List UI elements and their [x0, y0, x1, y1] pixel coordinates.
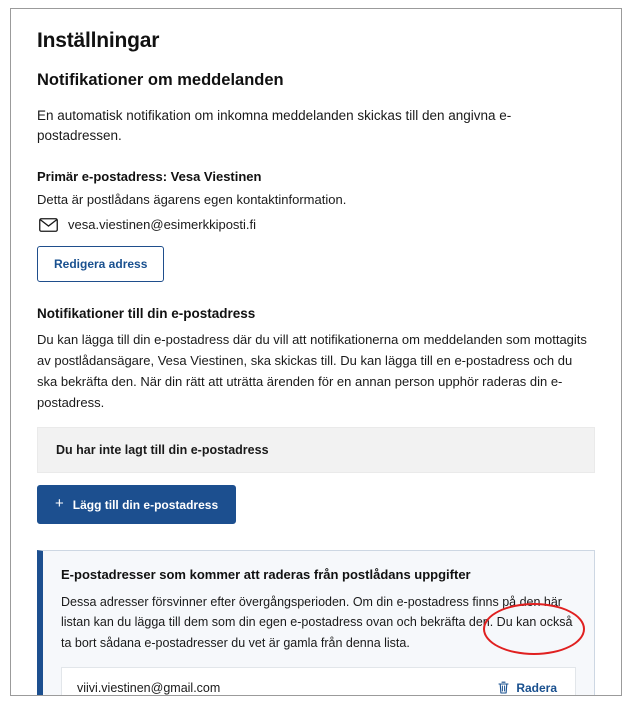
- add-email-button-label: Lägg till din e-postadress: [72, 497, 219, 512]
- add-email-button[interactable]: [37, 485, 236, 524]
- delete-email-button[interactable]: [498, 681, 561, 695]
- own-notifications-body: Du kan lägga till din e-postadress där du vill att notifikationerna om meddelanden som mottagits av postlådansägare, Vesa Viestinen, ska skickas till. Du kan lägga till en e-postadress och du ska bekräfta den. När din rätt att uträtta ärenden för en annan person upphör raderas din e-postadress.: [37, 332, 587, 411]
- primary-email-label: Primär e-postadress: Vesa Viestinen: [37, 168, 262, 184]
- trash-icon: [498, 681, 509, 694]
- pending-email-address: viivi.viestinen@gmail.com: [77, 680, 221, 695]
- edit-address-button[interactable]: Redigera adress: [37, 246, 164, 282]
- own-notifications-heading: Notifikationer till din e-postadress: [37, 306, 256, 321]
- table-row: [61, 667, 576, 696]
- settings-card: [10, 8, 622, 696]
- primary-email-address: vesa.viestinen@esimerkkiposti.fi: [68, 217, 257, 232]
- section-title: Notifikationer om meddelanden: [37, 71, 284, 89]
- pending-removal-panel: [37, 550, 595, 696]
- pending-removal-heading: E-postadresser som kommer att raderas från postlådans uppgifter: [61, 567, 471, 583]
- page-title: Inställningar: [37, 29, 160, 52]
- empty-address-notice: Du har inte lagt till din e-postadress: [37, 427, 595, 473]
- plus-icon: +: [55, 495, 64, 513]
- mail-icon: [39, 218, 58, 232]
- pending-removal-body: Dessa adresser försvinner efter övergångsperioden. Om din e-postadress finns på den här listan kan du lägga till dem som din egen e-postadress ovan och bekräfta den. Du kan också ta bort sådana e-postadresser du vet är gamla från denna lista.: [61, 595, 573, 650]
- section-intro-text: En automatisk notifikation om inkomna meddelanden skickas till den angivna e-postadressen.: [37, 108, 512, 144]
- primary-email-block: [37, 169, 595, 307]
- delete-email-label: Radera: [516, 680, 557, 695]
- primary-email-row: [39, 217, 595, 232]
- primary-email-description: Detta är postlådans ägarens egen kontaktinformation.: [37, 191, 347, 207]
- own-notifications-block: [37, 306, 595, 546]
